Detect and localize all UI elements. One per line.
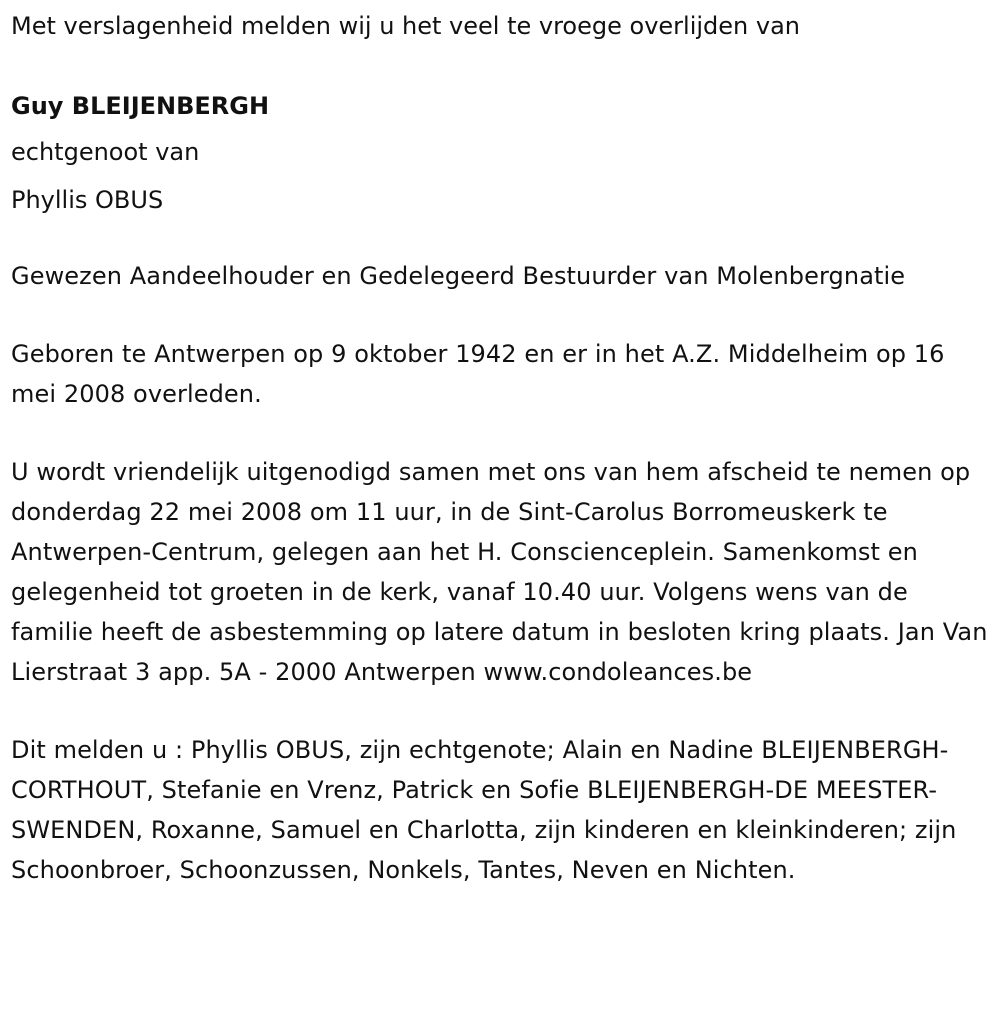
family-paragraph: Dit melden u : Phyllis OBUS, zijn echtgenote; Alain en Nadine BLEIJENBERGH-CORTHOUT, Stefanie en Vrenz, Patrick en Sofie BLEIJENBERGH-DE MEESTER-SWENDEN, Roxanne, Samuel en Charlotta, zijn kinderen en kleinkinderen; zijn Schoonbroer, Schoonzussen, Nonkels, Tantes, Neven en Nichten.	[11, 736, 957, 884]
career-paragraph: Gewezen Aandeelhouder en Gedelegeerd Bestuurder van Molenbergnatie	[11, 262, 906, 290]
deceased-name: Guy BLEIJENBERGH	[11, 92, 270, 120]
spouse-name: Phyllis OBUS	[11, 186, 164, 214]
relation-label: echtgenoot van	[11, 138, 200, 166]
intro-text: Met verslagenheid melden wij u het veel te vroege overlijden van	[11, 12, 800, 40]
ceremony-paragraph: U wordt vriendelijk uitgenodigd samen met ons van hem afscheid te nemen op donderdag 22 mei 2008 om 11 uur, in de Sint-Carolus Borromeuskerk te Antwerpen-Centrum, gelegen aan het H. Conscienceplein. Samenkomst en gelegenheid tot groeten in de kerk, vanaf 10.40 uur. Volgens wens van de familie heeft de asbestemming op latere datum in besloten kring plaats. Jan Van Lierstraat 3 app. 5A - 2000 Antwerpen www.condoleances.be	[11, 458, 988, 686]
birth-death-paragraph: Geboren te Antwerpen op 9 oktober 1942 en er in het A.Z. Middelheim op 16 mei 2008 overleden.	[11, 340, 945, 408]
